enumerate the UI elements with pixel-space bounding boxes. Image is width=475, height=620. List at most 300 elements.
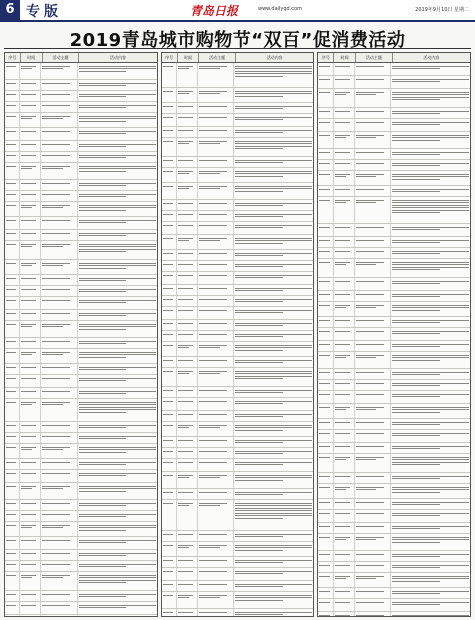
text-line	[199, 401, 227, 402]
cell-title	[355, 76, 391, 88]
text-line	[235, 171, 312, 172]
text-line	[235, 191, 283, 192]
cell-no	[318, 369, 333, 379]
text-line	[79, 71, 127, 72]
text-line	[79, 425, 156, 426]
cell-no	[162, 448, 177, 458]
cell-title	[198, 88, 234, 102]
cell-no	[5, 483, 20, 499]
cell-title	[198, 103, 234, 113]
table-row	[162, 250, 314, 261]
event-table-column-1	[4, 52, 158, 617]
cell-title	[198, 557, 234, 567]
cell-title	[355, 523, 391, 533]
text-line	[199, 106, 227, 107]
cell-no	[318, 171, 333, 185]
text-line	[356, 537, 384, 538]
text-line	[79, 235, 127, 236]
table-row	[318, 454, 470, 473]
table-row	[162, 331, 314, 342]
cell-title	[198, 250, 234, 260]
cell-no	[162, 88, 177, 102]
cell-content	[234, 222, 313, 234]
cell-content	[234, 88, 313, 102]
page-number: 6	[0, 0, 20, 20]
cell-no	[162, 459, 177, 471]
cell-time	[20, 128, 41, 140]
text-line	[319, 305, 329, 306]
text-line	[79, 246, 156, 247]
table-row	[318, 119, 470, 132]
text-line	[79, 85, 127, 86]
cell-time	[177, 557, 198, 567]
table-row	[162, 261, 314, 272]
cell-content	[234, 296, 313, 306]
table-row	[5, 297, 157, 310]
cell-time	[334, 63, 355, 75]
text-line	[235, 76, 283, 77]
text-line	[392, 310, 440, 311]
text-line	[319, 383, 329, 384]
text-line	[163, 264, 173, 265]
text-line	[6, 300, 16, 301]
cell-title	[355, 562, 391, 572]
text-line	[79, 464, 127, 465]
cell-title	[198, 581, 234, 591]
text-line	[6, 66, 16, 67]
text-line	[235, 584, 312, 585]
text-line	[335, 307, 346, 308]
cell-time	[20, 217, 41, 229]
table-row	[162, 357, 314, 368]
text-line	[178, 93, 189, 94]
text-line	[42, 131, 70, 132]
text-line	[21, 300, 36, 301]
text-line	[42, 391, 70, 392]
cell-content	[234, 411, 313, 421]
cell-title	[355, 291, 391, 301]
text-line	[199, 334, 227, 335]
cell-title	[355, 612, 391, 617]
text-line	[235, 347, 312, 348]
text-line	[199, 171, 227, 172]
text-line	[178, 492, 193, 493]
header-time: 时间	[334, 53, 356, 62]
text-line	[6, 367, 16, 368]
cell-content	[391, 562, 470, 572]
cell-no	[318, 119, 333, 131]
text-line	[6, 220, 16, 221]
text-line	[356, 554, 384, 555]
table-row	[318, 278, 470, 291]
cell-title	[198, 459, 234, 471]
text-line	[21, 436, 36, 437]
text-line	[335, 539, 346, 540]
cell-no	[162, 138, 177, 156]
table-row	[318, 224, 470, 237]
cell-time	[177, 500, 198, 530]
cell-time	[20, 522, 41, 536]
text-line	[335, 137, 346, 138]
cell-no	[162, 296, 177, 306]
text-line	[235, 117, 312, 118]
cell-no	[5, 310, 20, 320]
text-line	[392, 174, 469, 175]
cell-content	[391, 599, 470, 611]
text-line	[356, 189, 384, 190]
cell-content	[78, 128, 157, 140]
cell-title	[355, 551, 391, 561]
cell-no	[318, 523, 333, 533]
text-line	[392, 602, 469, 603]
text-line	[163, 371, 173, 372]
cell-content	[78, 364, 157, 374]
text-line	[6, 352, 16, 353]
text-line	[356, 320, 384, 321]
text-line	[21, 514, 36, 515]
table-row	[5, 459, 157, 470]
cell-title	[355, 573, 391, 587]
table-row	[5, 483, 157, 500]
text-line	[235, 536, 283, 537]
cell-time	[177, 183, 198, 199]
text-line	[21, 425, 36, 426]
text-line	[6, 194, 16, 195]
text-line	[79, 66, 156, 67]
cell-no	[5, 522, 20, 536]
table-row	[318, 186, 470, 197]
cell-time	[334, 149, 355, 159]
text-line	[356, 422, 384, 423]
text-line	[6, 486, 16, 487]
table-row	[318, 328, 470, 341]
text-line	[42, 220, 70, 221]
text-line	[199, 323, 227, 324]
table-row	[318, 259, 470, 278]
text-line	[163, 612, 173, 613]
text-line	[79, 391, 156, 392]
text-line	[392, 433, 469, 434]
text-line	[163, 425, 173, 426]
text-line	[392, 269, 440, 270]
text-line	[79, 278, 156, 279]
cell-time	[177, 127, 198, 137]
text-line	[178, 371, 193, 372]
text-line	[178, 571, 193, 572]
table-row	[5, 202, 157, 217]
text-line	[392, 372, 469, 373]
cell-title	[355, 119, 391, 131]
text-line	[356, 305, 384, 306]
text-line	[319, 476, 329, 477]
text-line	[199, 503, 227, 504]
cell-time	[334, 237, 355, 247]
text-line	[319, 502, 329, 503]
cell-content	[78, 102, 157, 112]
text-line	[79, 357, 127, 358]
text-line	[199, 534, 227, 535]
table-row	[318, 352, 470, 369]
table-row	[318, 523, 470, 534]
table-row	[162, 387, 314, 398]
cell-time	[20, 364, 41, 374]
cell-content	[391, 160, 470, 170]
text-line	[392, 459, 469, 460]
table-row	[318, 341, 470, 352]
text-line	[199, 117, 227, 118]
cell-time	[334, 186, 355, 196]
text-line	[392, 200, 469, 201]
text-line	[163, 106, 173, 107]
cell-title	[355, 89, 391, 107]
text-line	[42, 244, 70, 245]
text-line	[178, 345, 193, 346]
text-line	[178, 91, 193, 92]
table-row	[162, 411, 314, 422]
cell-title	[198, 285, 234, 295]
table-row	[5, 399, 157, 422]
table-row	[162, 103, 314, 114]
cell-title	[198, 398, 234, 410]
cell-time	[20, 297, 41, 309]
text-line	[392, 66, 469, 67]
text-line	[199, 427, 220, 428]
text-line	[42, 540, 70, 541]
text-line	[163, 451, 173, 452]
text-line	[335, 227, 350, 228]
text-line	[42, 313, 70, 314]
cell-no	[5, 217, 20, 229]
text-line	[79, 313, 156, 314]
text-line	[178, 584, 193, 585]
text-line	[235, 430, 283, 431]
table-row	[318, 573, 470, 588]
table-row	[162, 63, 314, 88]
text-line	[356, 152, 384, 153]
text-line	[42, 473, 70, 474]
table-row	[5, 230, 157, 241]
text-line	[178, 547, 189, 548]
table-row	[5, 141, 157, 152]
text-line	[335, 409, 346, 410]
text-line	[235, 288, 312, 289]
cell-no	[162, 500, 177, 530]
cell-time	[20, 399, 41, 421]
cell-time	[20, 602, 41, 614]
cell-content	[234, 542, 313, 556]
cell-time	[20, 338, 41, 348]
text-line	[42, 205, 70, 206]
text-line	[235, 227, 283, 228]
text-line	[356, 355, 384, 356]
table-row	[5, 550, 157, 561]
cell-title	[355, 352, 391, 368]
table-row	[318, 197, 470, 224]
cell-content	[234, 489, 313, 499]
cell-title	[41, 511, 77, 521]
text-line	[79, 343, 127, 344]
cell-no	[318, 76, 333, 88]
cell-content	[78, 338, 157, 348]
text-line	[79, 438, 127, 439]
cell-title	[41, 537, 77, 549]
table-row	[318, 443, 470, 454]
text-line	[178, 503, 193, 504]
cell-title	[198, 261, 234, 271]
table-row	[5, 321, 157, 338]
cell-no	[318, 454, 333, 472]
cell-time	[177, 114, 198, 126]
cell-no	[318, 380, 333, 390]
table-row	[318, 63, 470, 76]
cell-no	[318, 534, 333, 550]
table-row	[162, 285, 314, 296]
text-line	[79, 462, 156, 463]
text-line	[79, 486, 156, 487]
text-line	[163, 91, 173, 92]
text-line	[79, 196, 127, 197]
cell-content	[78, 522, 157, 536]
cell-title	[198, 320, 234, 330]
text-line	[392, 212, 440, 213]
cell-no	[318, 328, 333, 340]
text-line	[163, 440, 173, 441]
cell-content	[234, 285, 313, 295]
cell-time	[20, 91, 41, 101]
text-line	[6, 144, 16, 145]
table-row	[162, 422, 314, 437]
cell-time	[334, 499, 355, 509]
text-line	[42, 66, 70, 67]
cell-time	[177, 331, 198, 341]
cell-title	[198, 222, 234, 234]
text-line	[79, 580, 156, 581]
text-line	[79, 516, 127, 517]
cell-title	[41, 591, 77, 601]
cell-no	[162, 437, 177, 447]
text-line	[392, 305, 469, 306]
text-line	[42, 105, 70, 106]
text-line	[319, 487, 329, 488]
text-line	[178, 310, 193, 311]
header-no: 序号	[5, 53, 21, 62]
table-row	[5, 260, 157, 275]
text-line	[235, 130, 312, 131]
text-line	[235, 600, 283, 601]
cell-no	[318, 499, 333, 509]
cell-no	[318, 419, 333, 429]
text-line	[163, 534, 173, 535]
cell-content	[391, 248, 470, 258]
text-line	[392, 542, 440, 543]
text-line	[392, 422, 469, 423]
cell-no	[5, 615, 20, 617]
cell-content	[234, 272, 313, 284]
cell-title	[41, 572, 77, 590]
text-line	[79, 407, 156, 408]
text-line	[199, 560, 227, 561]
text-line	[235, 612, 312, 613]
text-line	[178, 425, 193, 426]
table-row	[162, 472, 314, 489]
text-line	[235, 188, 312, 189]
text-line	[21, 166, 36, 167]
text-line	[42, 436, 70, 437]
text-line	[235, 132, 283, 133]
text-line	[163, 66, 173, 67]
cell-time	[177, 568, 198, 580]
text-line	[199, 545, 227, 546]
cell-content	[234, 200, 313, 210]
text-line	[163, 203, 173, 204]
cell-title	[41, 561, 77, 571]
text-line	[392, 79, 469, 80]
cell-title	[41, 433, 77, 443]
text-line	[199, 299, 227, 300]
cell-time	[20, 275, 41, 285]
text-line	[235, 345, 312, 346]
text-line	[42, 246, 63, 247]
cell-title	[198, 357, 234, 367]
text-line	[235, 513, 312, 514]
text-line	[163, 595, 173, 596]
cell-no	[5, 470, 20, 482]
cell-time	[334, 588, 355, 598]
cell-time	[177, 448, 198, 458]
table-row	[318, 562, 470, 573]
cell-title	[41, 470, 77, 482]
text-line	[21, 220, 36, 221]
table-row	[5, 63, 157, 80]
text-line	[6, 263, 16, 264]
text-line	[392, 462, 469, 463]
cell-no	[162, 250, 177, 260]
text-line	[21, 341, 36, 342]
cell-title	[355, 278, 391, 290]
text-line	[335, 281, 350, 282]
text-line	[6, 341, 16, 342]
cell-content	[78, 537, 157, 549]
table-row	[162, 368, 314, 387]
text-line	[335, 152, 350, 153]
cell-content	[78, 349, 157, 363]
cell-title	[41, 163, 77, 179]
text-line	[235, 91, 312, 92]
text-line	[392, 515, 440, 516]
text-line	[6, 575, 16, 576]
cell-title	[41, 102, 77, 112]
table-row	[5, 113, 157, 128]
text-line	[235, 562, 283, 563]
text-line	[21, 367, 36, 368]
text-line	[356, 357, 377, 358]
text-line	[42, 404, 63, 405]
text-line	[335, 502, 350, 503]
event-table-column-2	[161, 52, 315, 617]
cell-content	[391, 186, 470, 196]
text-line	[235, 255, 283, 256]
cell-title	[198, 200, 234, 210]
cell-time	[20, 615, 41, 617]
cell-content	[234, 568, 313, 580]
text-line	[199, 310, 227, 311]
cell-time	[20, 433, 41, 443]
text-line	[235, 503, 312, 504]
cell-title	[355, 302, 391, 316]
cell-content	[234, 307, 313, 319]
masthead-bar	[0, 0, 475, 22]
text-line	[79, 605, 156, 606]
